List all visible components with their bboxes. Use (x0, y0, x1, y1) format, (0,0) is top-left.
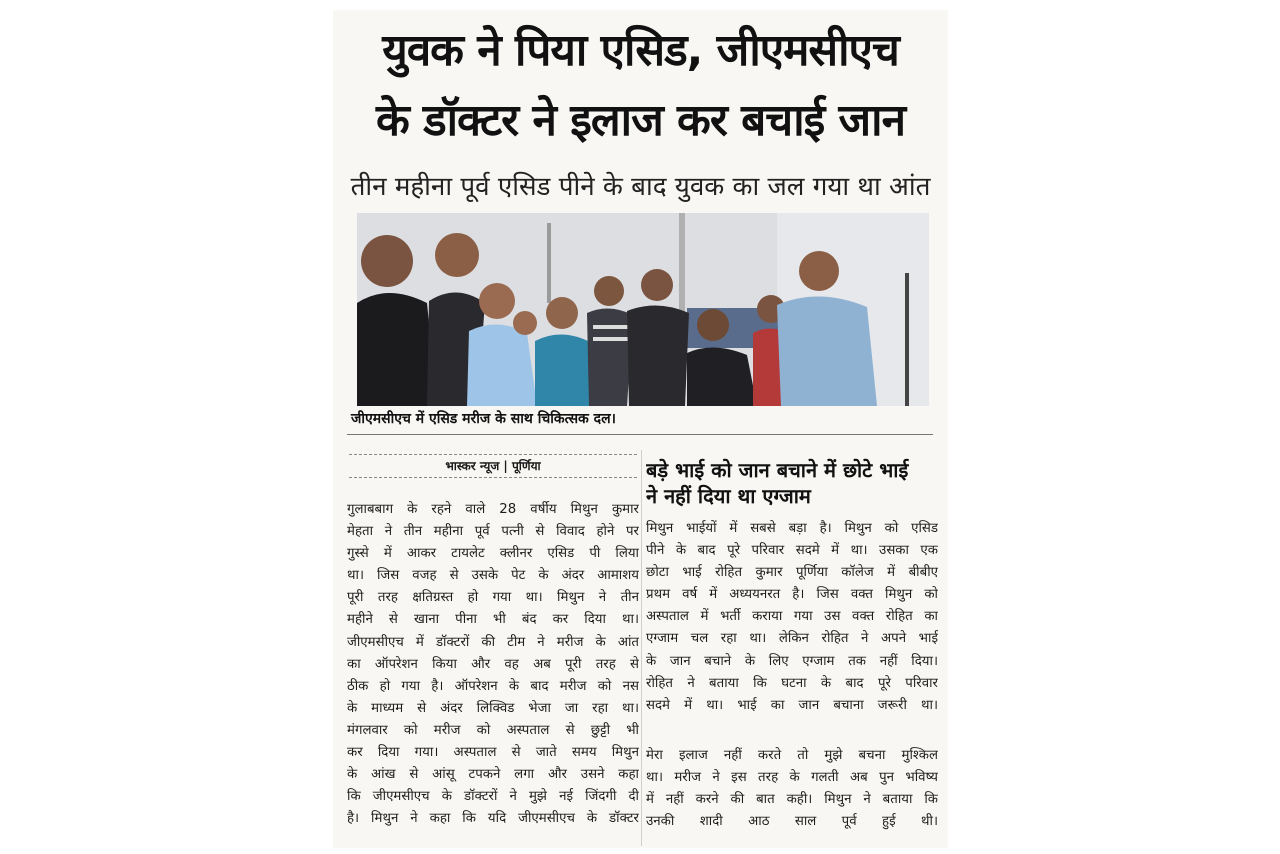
text-line: ठीक हो गया है। ऑपरेशन के बाद मरीज को नस (347, 678, 639, 694)
subheadline: तीन महीना पूर्व एसिड पीने के बाद युवक का जल गया था आंत (350, 172, 931, 202)
column-divider (641, 450, 642, 846)
text-line: पूरी तरह क्षतिग्रस्त हो गया था। मिथुन ने तीन (347, 590, 639, 606)
group-photo-illustration (357, 213, 929, 406)
text-line: मेरा इलाज नहीं करते तो मुझे बचना मुश्किल (646, 748, 938, 763)
section-subtitle-line-1: बड़े भाई को जान बचाने में छोटे भाई (646, 458, 909, 482)
section-subtitle (646, 457, 938, 509)
text-line: छोटा भाई रोहित कुमार पूर्णिया कॉलेज में बीबीए (646, 565, 938, 581)
text-line: कर दिया गया। अस्पताल से जाते समय मिथुन (347, 745, 639, 761)
text-line: है। मिथुन ने कहा कि यदि जीएमसीएच के डॉक्टर (347, 811, 639, 827)
divider (347, 434, 933, 435)
text-line: के आंख से आंसू टपकने लगा और उसने कहा (347, 767, 639, 783)
headline-line-2: के डॉक्टर ने इलाज कर बचाई जान (375, 95, 905, 146)
article-right-paragraph-2 (646, 745, 938, 833)
text-line: एग्जाम चल रहा था। लेकिन रोहित ने अपने भाई (646, 631, 938, 647)
article-right-paragraph-1 (646, 518, 938, 717)
text-line: प्रथम वर्ष में अध्ययनरत है। जिस वक्त मिथुन को (646, 587, 938, 603)
text-line: कि जीएमसीएच के डॉक्टरों ने मुझे नई जिंदगी दी (347, 789, 639, 805)
text-line: का ऑपरेशन किया और वह अब पूरी तरह से (347, 656, 639, 672)
text-line: रोहित ने बताया कि घटना के बाद पूरे परिवार (646, 675, 938, 691)
text-line: के माध्यम से अंदर लिक्विड भेजा जा रहा था। (347, 700, 639, 716)
text-line: के जान बचाने के लिए एग्जाम तक नहीं दिया। (646, 653, 938, 669)
article-left-column (347, 499, 639, 830)
text-line: मिथुन भाईयों में सबसे बड़ा है। मिथुन को एसिड (646, 521, 938, 536)
section-subtitle-line-2: ने नहीं दिया था एग्जाम (646, 484, 811, 508)
text-line: था। मरीज ने इस तरह के गलती अब पुन भविष्य (646, 770, 938, 786)
byline: भास्कर न्यूज | पूर्णिया (349, 454, 637, 478)
text-line: सदमे में था। भाई का जान बचाना जरूरी था। (646, 697, 938, 713)
text-line: पीने के बाद पूरे परिवार सदमे में था। उसका एक (646, 543, 938, 559)
text-line: गुलाबबाग के रहने वाले 28 वर्षीय मिथुन कुमार (347, 502, 639, 517)
newspaper-clipping (333, 10, 948, 848)
text-line: में नहीं करने की बात कही। मिथुन ने बताया कि (646, 792, 938, 808)
headline-line-1: युवक ने पिया एसिड, जीएमसीएच (382, 25, 899, 76)
text-line: उनकी शादी आठ साल पूर्व हुई थी। (646, 814, 938, 830)
news-photo (357, 213, 929, 406)
text-line: अस्पताल में भर्ती कराया गया उस वक्त रोहित का (646, 609, 938, 625)
text-line: मेहता ने तीन महीना पूर्व पत्नी से विवाद होने पर (347, 524, 639, 540)
photo-caption: जीएमसीएच में एसिड मरीज के साथ चिकित्सक दल। (351, 411, 616, 427)
text-line: गुस्से में आकर टायलेट क्लीनर एसिड पी लिया (347, 546, 639, 562)
text-line: मंगलवार को मरीज को अस्पताल से छुट्टी भी (347, 722, 639, 738)
text-line: महीने से खाना पीना भी बंद कर दिया था। (347, 612, 639, 628)
text-line: था। जिस वजह से उसके पेट के अंदर आमाशय (347, 568, 639, 584)
text-line: जीएमसीएच में डॉक्टरों की टीम ने मरीज के आंत (347, 634, 639, 650)
